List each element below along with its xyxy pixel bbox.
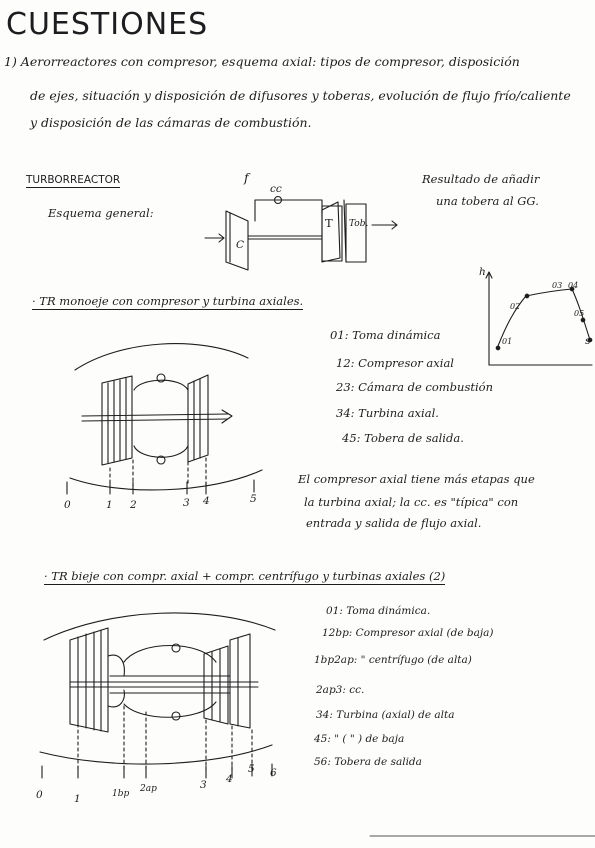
section2-station-01: 01: Toma dinámica.: [326, 605, 431, 617]
cc-label: cc: [270, 183, 282, 195]
turborreactor-heading: TURBORREACTOR: [26, 174, 121, 186]
turbojet-schematic: [205, 197, 397, 271]
section2-station-2ap3: 2ap3: cc.: [316, 684, 365, 696]
turbine-label: T: [325, 216, 333, 230]
section2-tick-2ap: 2ap: [140, 784, 157, 794]
section1-tick-0: 0: [64, 499, 71, 511]
section1-station-34: 34: Turbina axial.: [336, 406, 439, 420]
section1-station-23: 23: Cámara de combustión: [336, 380, 493, 394]
question-line-3: y disposición de las cámaras de combustión.: [30, 115, 312, 130]
engine-sketch-bieje: [40, 613, 275, 778]
section2-station-1bp2ap: 1bp2ap: " centrífugo (de alta): [314, 654, 472, 666]
hs-point-02: 02: [510, 302, 521, 311]
engine-sketch-monoeje: [67, 344, 262, 494]
page-title: CUESTIONES: [6, 7, 209, 42]
section2-station-56: 56: Tobera de salida: [314, 756, 422, 768]
section2-tick-3: 3: [200, 779, 207, 791]
question-line-2: de ejes, situación y disposición de difusores y toberas, evolución de flujo frío/caliente: [30, 88, 571, 103]
section2-heading: · TR bieje con compr. axial + compr. centrífugo y turbinas axiales (2): [44, 569, 446, 583]
tobera-label: Tob.: [349, 219, 369, 229]
section1-heading: · TR monoeje con compresor y turbina axiales.: [32, 294, 304, 308]
section2-tick-6: 6: [270, 767, 277, 779]
hs-point-03: 03: [552, 281, 563, 290]
resultado-line-2: una tobera al GG.: [436, 194, 539, 208]
hs-point-01: 01: [502, 337, 513, 346]
section1-station-01: 01: Toma dinámica: [330, 328, 441, 342]
section2-station-45: 45: " ( " ) de baja: [314, 733, 405, 745]
hs-point-05: 05: [574, 309, 585, 318]
f-label: f: [244, 170, 249, 185]
section1-tick-4: 4: [203, 495, 210, 507]
section1-station-45: 45: Tobera de salida.: [342, 431, 464, 445]
section1-tick-5: 5: [250, 493, 257, 505]
hs-x-axis-label: s: [585, 335, 591, 347]
section2-tick-5: 5: [248, 763, 255, 775]
section1-note-line-1: El compresor axial tiene más etapas que: [298, 472, 535, 486]
question-line-1: 1) Aerorreactores con compresor, esquema axial: tipos de compresor, disposición: [4, 54, 520, 69]
section2-tick-0: 0: [36, 789, 43, 801]
section1-station-12: 12: Compresor axial: [336, 356, 454, 370]
compressor-label: C: [236, 239, 245, 251]
section1-tick-1: 1: [106, 499, 113, 511]
hs-point-04: 04: [568, 281, 579, 290]
section2-tick-1: 1: [74, 793, 81, 805]
section2-tick-4: 4: [226, 773, 233, 785]
section2-station-34: 34: Turbina (axial) de alta: [316, 709, 455, 721]
section1-tick-2: 2: [130, 499, 137, 511]
section2-tick-1bp: 1bp: [112, 789, 130, 799]
hs-y-axis-label: h: [479, 266, 486, 278]
esquema-general-label: Esquema general:: [48, 206, 154, 220]
resultado-line-1: Resultado de añadir: [422, 172, 540, 186]
section1-note-line-3: entrada y salida de flujo axial.: [306, 516, 482, 530]
section2-station-12bp: 12bp: Compresor axial (de baja): [322, 627, 494, 639]
section1-note-line-2: la turbina axial; la cc. es "típica" con: [304, 495, 519, 509]
section1-tick-3: 3: [183, 497, 190, 509]
